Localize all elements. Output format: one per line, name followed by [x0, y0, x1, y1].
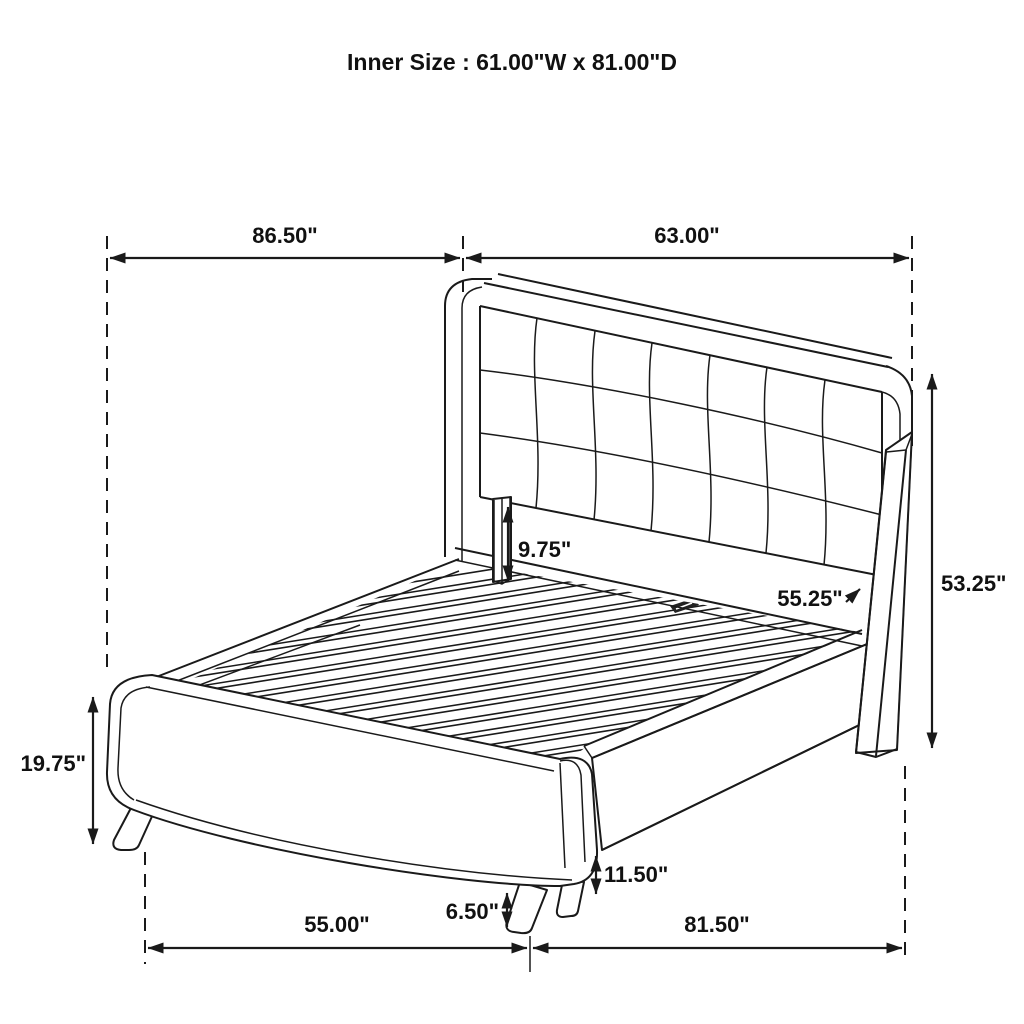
dim-label-19-75: 19.75" [20, 751, 86, 776]
dim-label-11-50: 11.50" [604, 862, 669, 887]
dim-label-55-00: 55.00" [304, 912, 370, 937]
dim-label-63-00: 63.00" [654, 223, 720, 248]
headboard-left-cap-inner [462, 287, 482, 308]
dim-label-86-50: 86.50" [252, 223, 318, 248]
headboard-rail-bottom-edge [480, 306, 882, 392]
footboard-right-front-leg [506, 882, 547, 933]
dim-label-81-50: 81.50" [684, 912, 750, 937]
headboard-top-front-edge [484, 283, 888, 367]
tufted-panel [480, 306, 882, 576]
dim-label-6-50: 6.50" [445, 899, 499, 924]
diagram-title: Inner Size : 61.00"W x 81.00"D [347, 49, 677, 75]
dim-leader-55-25 [846, 589, 860, 602]
headboard-top-back-edge [498, 274, 892, 358]
dim-label-9-75: 9.75" [518, 537, 572, 562]
dim-label-53-25: 53.25" [941, 571, 1007, 596]
headboard-rear-leg [856, 432, 912, 757]
dim-label-55-25: 55.25" [777, 586, 843, 611]
